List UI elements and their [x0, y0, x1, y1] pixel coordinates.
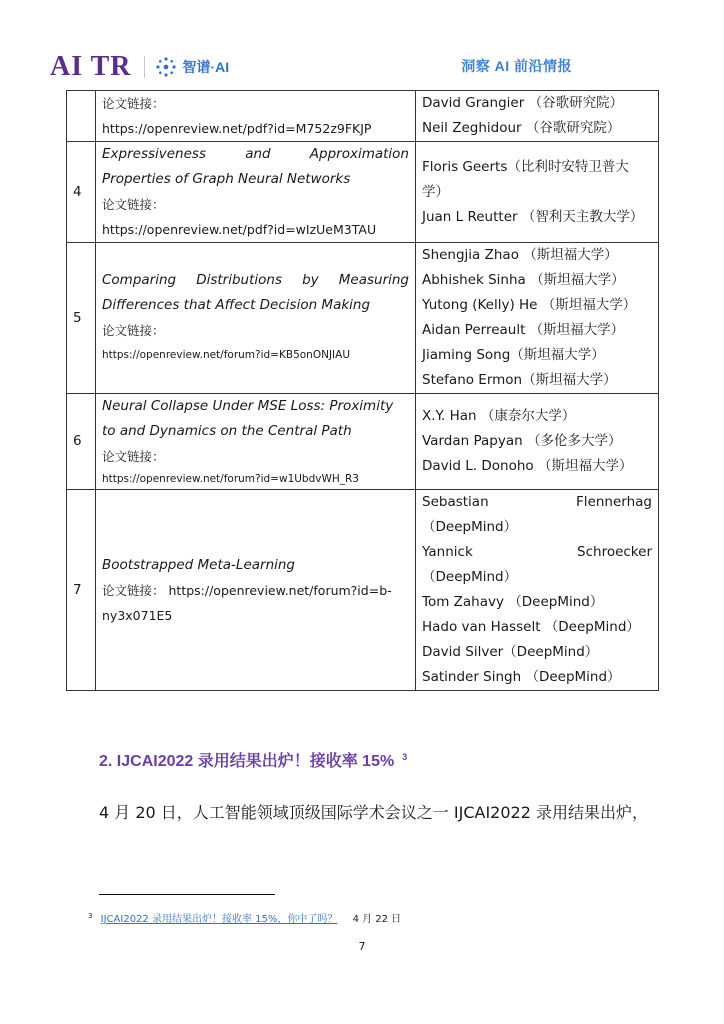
- brand-logo: [50, 52, 229, 82]
- author: Vardan Papyan （多伦多大学）: [422, 433, 622, 449]
- author: Satinder Singh （DeepMind）: [422, 669, 621, 685]
- author: Floris Geerts（比利时安特卫普大: [422, 158, 629, 175]
- author: Abhishek Sinha （斯坦福大学）: [422, 272, 625, 288]
- authors-cell: [416, 394, 659, 490]
- paper-link[interactable]: https://openreview.net/forum?id=w1UbdvWH_R3: [102, 473, 359, 485]
- paper-cell: [96, 490, 416, 691]
- authors-cell: [416, 91, 659, 142]
- logo-divider: [144, 56, 145, 78]
- paper-cell: [96, 91, 416, 142]
- footnote-date: 4 月 22 日: [352, 914, 402, 925]
- author: David Grangier （谷歌研究院）: [422, 95, 624, 111]
- table-row: [67, 394, 659, 490]
- authors-cell: [416, 490, 659, 691]
- row-number-cell: [67, 91, 96, 142]
- row-number: 6: [67, 394, 96, 490]
- author: 学）: [422, 183, 449, 200]
- table-row: [67, 243, 659, 394]
- paper-link[interactable]: https://openreview.net/pdf?id=wIzUeM3TAU: [102, 222, 377, 237]
- author: Yutong (Kelly) He （斯坦福大学）: [422, 297, 637, 313]
- footnote-number: 3: [88, 911, 93, 920]
- paper-link-label: 论文链接：: [102, 582, 165, 598]
- section-title: 2. IJCAI2022 录用结果出炉！接收率 15%: [99, 753, 395, 770]
- papers-table: [66, 90, 659, 691]
- logo-subtitle: 智谱·AI: [182, 59, 230, 75]
- zhipu-logo-icon: [155, 56, 177, 78]
- page-number: 7: [358, 940, 366, 953]
- author: David L. Donoho （斯坦福大学）: [422, 458, 633, 474]
- paper-link-label: 论文链接：: [102, 449, 165, 464]
- authors-cell: [416, 243, 659, 394]
- author: Aidan Perreault （斯坦福大学）: [422, 322, 625, 338]
- author: Stefano Ermon（斯坦福大学）: [422, 372, 617, 388]
- author-org: （DeepMind）: [422, 569, 518, 585]
- author-org: （DeepMind）: [422, 519, 518, 535]
- authors-cell: [416, 142, 659, 243]
- paper-link-label: 论文链接：: [102, 197, 165, 212]
- paper-link-continued[interactable]: ny3x071E5: [102, 607, 173, 623]
- author: Sebastian Flennerhag: [422, 494, 652, 510]
- row-number: 5: [67, 243, 96, 394]
- footnote-ref[interactable]: 3: [402, 751, 408, 762]
- paper-title: Comparing Distributions by Measuring: [102, 272, 409, 288]
- paper-title-line2: Differences that Affect Decision Making: [102, 297, 371, 313]
- header-tagline: 洞察 AI 前沿情报: [461, 58, 572, 74]
- author: Tom Zahavy （DeepMind）: [422, 594, 604, 610]
- author: Yannick Schroecker: [422, 544, 652, 560]
- author: Jiaming Song（斯坦福大学）: [422, 347, 605, 363]
- logo-text: AI TR: [50, 51, 132, 82]
- body-paragraph: 4 月 20 日，人工智能领域顶级国际学术会议之一 IJCAI2022 录用结果出炉，: [99, 803, 648, 822]
- author: Shengjia Zhao （斯坦福大学）: [422, 247, 618, 263]
- author: Juan L Reutter （智利天主教大学）: [422, 208, 644, 225]
- author: X.Y. Han （康奈尔大学）: [422, 408, 576, 424]
- paper-cell: [96, 243, 416, 394]
- paper-link[interactable]: https://openreview.net/pdf?id=M752z9FKJP: [102, 121, 372, 136]
- paper-cell: [96, 394, 416, 490]
- paper-link-line: [102, 578, 409, 603]
- row-number: 7: [67, 490, 96, 691]
- paper-title-line2: Properties of Graph Neural Networks: [102, 171, 351, 187]
- row-number: 4: [67, 142, 96, 243]
- table-row: [67, 91, 659, 142]
- paper-title: Expressiveness and Approximation: [102, 146, 409, 162]
- paper-link[interactable]: https://openreview.net/forum?id=KB5onONJIAU: [102, 349, 351, 361]
- paper-link-label: 论文链接：: [102, 96, 165, 111]
- footnote-link[interactable]: IJCAI2022 录用结果出炉！接收率 15%，你中了吗？: [100, 914, 338, 925]
- paper-link[interactable]: https://openreview.net/forum?id=b-: [168, 582, 392, 598]
- paper-cell: [96, 142, 416, 243]
- table-row: [67, 142, 659, 243]
- paper-link-label: 论文链接：: [102, 323, 165, 338]
- author: Neil Zeghidour （谷歌研究院）: [422, 120, 621, 136]
- footnote-divider: [99, 894, 275, 895]
- paper-title-line2: to and Dynamics on the Central Path: [102, 423, 352, 439]
- footnote: [88, 910, 401, 925]
- table-row: [67, 490, 659, 691]
- paper-title: Neural Collapse Under MSE Loss: Proximity: [102, 398, 394, 414]
- section-heading: [99, 748, 407, 771]
- paper-title: Bootstrapped Meta-Learning: [102, 556, 296, 573]
- author: Hado van Hasselt （DeepMind）: [422, 619, 640, 635]
- author: David Silver（DeepMind）: [422, 644, 599, 660]
